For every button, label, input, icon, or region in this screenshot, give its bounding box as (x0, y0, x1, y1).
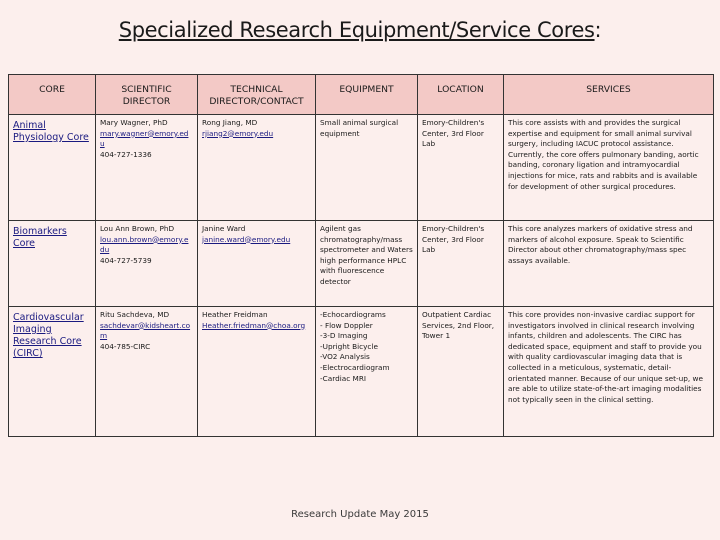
table-row (9, 221, 714, 307)
services-cell: This core analyzes markers of oxidative stress and markers of alcohol exposure. Speak to Scientific Director about other chromatography/mass spec assays available. (504, 221, 714, 307)
technical-director-name: Janine Ward (202, 224, 246, 233)
header-technical-director: TECHNICAL DIRECTOR/CONTACT (198, 75, 316, 115)
technical-director-name: Rong Jiang, MD (202, 118, 258, 127)
header-location: LOCATION (418, 75, 504, 115)
table-header-row (9, 75, 714, 115)
equipment-cell (316, 221, 418, 307)
header-services: SERVICES (504, 75, 714, 115)
scientific-director-name: Mary Wagner, PhD (100, 118, 168, 127)
equipment-item: -VO2 Analysis (320, 352, 370, 362)
page-title-text: Specialized Research Equipment/Service Cores (118, 18, 595, 42)
page-title-colon: : (594, 18, 602, 42)
scientific-director-phone: 404-785-CIRC (100, 341, 151, 351)
equipment-item: Small animal surgical equipment (320, 118, 399, 138)
scientific-director-phone: 404-727-5739 (100, 255, 152, 265)
services-cell: This core provides non-invasive cardiac support for investigators involved in clinical research involving infants, children and adolescents. The CIRC has dedicated space, equipment and staff to provide you with quality cardiovascular imaging data that is collected in a meticulous, systematic, detail-orientated manner. Because of our unique set-up, we are able to utilize state-of-the-art imaging modalities not typically seen in the clinical setting. (504, 307, 714, 437)
technical-director-email-link[interactable]: Heather.friedman@choa.org (202, 320, 306, 330)
location-cell: Emory-Children's Center, 3rd Floor Lab (418, 221, 504, 307)
technical-director-name: Heather Freidman (202, 310, 268, 319)
table-row (9, 115, 714, 221)
scientific-director-name: Ritu Sachdeva, MD (100, 310, 170, 319)
equipment-cell (316, 307, 418, 437)
cores-table (8, 74, 714, 437)
footer-text: Research Update May 2015 (291, 509, 429, 520)
header-core: CORE (9, 75, 96, 115)
header-scientific-director: SCIENTIFIC DIRECTOR (96, 75, 198, 115)
location-cell: Emory-Children's Center, 3rd Floor Lab (418, 115, 504, 221)
scientific-director-name: Lou Ann Brown, PhD (100, 224, 175, 233)
scientific-director-email-link[interactable]: mary.wagner@emory.edu (100, 128, 189, 149)
services-cell: This core assists with and provides the surgical expertise and equipment for small animal survival surgery, including IACUC protocol assistance. Currently, the core offers pulmonary banding, aortic banding, coronary ligation and intramyocardial injections for mice, rats and rabbits and is available for development of other surgical procedures. (504, 115, 714, 221)
scientific-director-cell (96, 307, 198, 437)
core-name-link[interactable]: Biomarkers Core (9, 221, 96, 307)
scientific-director-email-link[interactable]: lou.ann.brown@emory.edu (100, 234, 189, 255)
scientific-director-email-link[interactable]: sachdevar@kidsheart.com (100, 320, 191, 341)
equipment-item: - Flow Doppler (320, 320, 373, 330)
location-cell: Outpatient Cardiac Services, 2nd Floor, Tower 1 (418, 307, 504, 437)
equipment-item: -Electrocardiogram (320, 362, 390, 372)
technical-director-email-link[interactable]: rjiang2@emory.edu (202, 128, 274, 138)
core-name-link[interactable]: Animal Physiology Core (9, 115, 96, 221)
equipment-item: -Echocardiograms (320, 310, 386, 319)
header-equipment: EQUIPMENT (316, 75, 418, 115)
scientific-director-phone: 404-727-1336 (100, 149, 152, 159)
equipment-item: -3-D Imaging (320, 331, 368, 341)
scientific-director-cell (96, 115, 198, 221)
technical-director-cell (198, 221, 316, 307)
equipment-item: -Cardiac MRI (320, 373, 367, 383)
scientific-director-cell (96, 221, 198, 307)
equipment-cell (316, 115, 418, 221)
equipment-item: -Upright Bicycle (320, 341, 378, 351)
equipment-item: Agilent gas chromatography/mass spectrometer and Waters high performance HPLC with fluorescence detector (320, 224, 413, 286)
technical-director-cell (198, 115, 316, 221)
page-title (0, 18, 720, 42)
technical-director-email-link[interactable]: janine.ward@emory.edu (202, 234, 291, 244)
technical-director-cell (198, 307, 316, 437)
table-row (9, 307, 714, 437)
core-name-link[interactable]: Cardiovascular Imaging Research Core (CIRC) (9, 307, 96, 437)
